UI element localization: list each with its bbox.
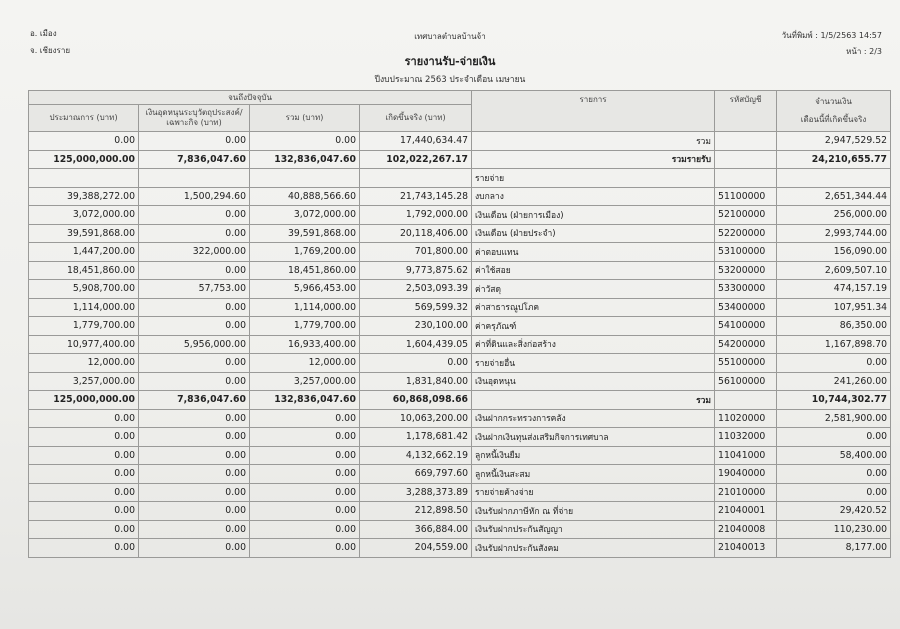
amount-cell: 110,230.00 — [777, 520, 891, 539]
reserve-cell: 7,836,047.60 — [139, 391, 250, 410]
reserve-cell: 0.00 — [139, 502, 250, 521]
account-code-cell: 21040008 — [715, 520, 777, 539]
estimate-cell: 0.00 — [29, 428, 139, 447]
account-code-cell: 19040000 — [715, 465, 777, 484]
table-row — [29, 150, 891, 169]
account-code-cell: 52200000 — [715, 224, 777, 243]
item-cell: เงินเดือน (ฝ่ายการเมือง) — [472, 206, 715, 225]
amount-cell: 2,609,507.10 — [777, 261, 891, 280]
table-row — [29, 206, 891, 225]
actual-cell: 1,831,840.00 — [360, 372, 472, 391]
total-cell: 0.00 — [250, 132, 360, 151]
amount-cell: 256,000.00 — [777, 206, 891, 225]
item-cell: เงินอุดหนุน — [472, 372, 715, 391]
total-cell: 0.00 — [250, 465, 360, 484]
header-reserve: เงินอุดหนุนระบุวัตถุประสงค์/เฉพาะกิจ (บาท) — [139, 105, 250, 132]
estimate-cell: 0.00 — [29, 483, 139, 502]
amount-cell: 241,260.00 — [777, 372, 891, 391]
account-code-cell: 21040013 — [715, 539, 777, 558]
account-code-cell — [715, 132, 777, 151]
account-code-cell: 21040001 — [715, 502, 777, 521]
actual-cell: 17,440,634.47 — [360, 132, 472, 151]
account-code-cell: 21010000 — [715, 483, 777, 502]
account-code-cell: 52100000 — [715, 206, 777, 225]
account-code-cell: 53400000 — [715, 298, 777, 317]
account-code-cell: 53100000 — [715, 243, 777, 262]
estimate-cell: 1,779,700.00 — [29, 317, 139, 336]
actual-cell: 1,178,681.42 — [360, 428, 472, 447]
account-code-cell: 56100000 — [715, 372, 777, 391]
account-code-cell: 53300000 — [715, 280, 777, 299]
table-row — [29, 280, 891, 299]
item-cell: รายจ่ายค้างจ่าย — [472, 483, 715, 502]
reserve-cell: 0.00 — [139, 428, 250, 447]
actual-cell: 21,743,145.28 — [360, 187, 472, 206]
actual-cell: 2,503,093.39 — [360, 280, 472, 299]
item-cell: รวมรายรับ — [472, 150, 715, 169]
actual-cell: 366,884.00 — [360, 520, 472, 539]
table-row — [29, 298, 891, 317]
amount-cell: 58,400.00 — [777, 446, 891, 465]
reserve-cell: 0.00 — [139, 261, 250, 280]
total-cell: 0.00 — [250, 409, 360, 428]
estimate-cell: 125,000,000.00 — [29, 150, 139, 169]
total-cell: 1,769,200.00 — [250, 243, 360, 262]
estimate-cell: 0.00 — [29, 446, 139, 465]
total-cell: 0.00 — [250, 502, 360, 521]
actual-cell: 1,604,439.05 — [360, 335, 472, 354]
account-code-cell: 51100000 — [715, 187, 777, 206]
account-code-cell: 55100000 — [715, 354, 777, 373]
header-amount-top: จำนวนเงิน — [815, 97, 852, 106]
amount-cell: 107,951.34 — [777, 298, 891, 317]
estimate-cell: 0.00 — [29, 520, 139, 539]
actual-cell: 3,288,373.89 — [360, 483, 472, 502]
table-row — [29, 169, 891, 188]
estimate-cell: 0.00 — [29, 465, 139, 484]
actual-cell: 701,800.00 — [360, 243, 472, 262]
table-row — [29, 483, 891, 502]
amount-cell: 10,744,302.77 — [777, 391, 891, 410]
report-subtitle: ปีงบประมาณ 2563 ประจำเดือน เมษายน — [374, 75, 526, 85]
amount-cell: 0.00 — [777, 465, 891, 484]
reserve-cell — [139, 169, 250, 188]
total-cell: 0.00 — [250, 483, 360, 502]
total-cell: 0.00 — [250, 539, 360, 558]
report-table — [28, 90, 891, 558]
total-cell — [250, 169, 360, 188]
reserve-cell: 0.00 — [139, 206, 250, 225]
actual-cell — [360, 169, 472, 188]
table-row — [29, 243, 891, 262]
total-cell: 132,836,047.60 — [250, 391, 360, 410]
amount-cell: 29,420.52 — [777, 502, 891, 521]
total-cell: 3,072,000.00 — [250, 206, 360, 225]
table-row — [29, 428, 891, 447]
reserve-cell: 0.00 — [139, 446, 250, 465]
account-code-cell — [715, 150, 777, 169]
total-cell: 0.00 — [250, 446, 360, 465]
amount-cell: 2,947,529.52 — [777, 132, 891, 151]
actual-cell: 9,773,875.62 — [360, 261, 472, 280]
item-cell: รายจ่ายอื่น — [472, 354, 715, 373]
amount-cell: 474,157.19 — [777, 280, 891, 299]
reserve-cell: 0.00 — [139, 520, 250, 539]
actual-cell: 1,792,000.00 — [360, 206, 472, 225]
actual-cell: 204,559.00 — [360, 539, 472, 558]
estimate-cell: 0.00 — [29, 409, 139, 428]
account-code-cell — [715, 169, 777, 188]
table-row — [29, 465, 891, 484]
table-row — [29, 187, 891, 206]
actual-cell: 20,118,406.00 — [360, 224, 472, 243]
estimate-cell: 39,591,868.00 — [29, 224, 139, 243]
total-cell: 16,933,400.00 — [250, 335, 360, 354]
province-label: จ. เชียงราย — [30, 46, 71, 55]
table-body — [29, 132, 891, 558]
item-cell: ค่าครุภัณฑ์ — [472, 317, 715, 336]
total-cell: 0.00 — [250, 428, 360, 447]
table-row — [29, 317, 891, 336]
item-cell: ลูกหนี้เงินสะสม — [472, 465, 715, 484]
actual-cell: 212,898.50 — [360, 502, 472, 521]
reserve-cell: 0.00 — [139, 465, 250, 484]
estimate-cell: 39,388,272.00 — [29, 187, 139, 206]
total-cell: 3,257,000.00 — [250, 372, 360, 391]
header-actual: เกิดขึ้นจริง (บาท) — [360, 105, 472, 132]
header-amount-sub: เดือนนี้ที่เกิดขึ้นจริง — [800, 115, 867, 124]
reserve-cell: 1,500,294.60 — [139, 187, 250, 206]
item-cell: ค่าที่ดินและสิ่งก่อสร้าง — [472, 335, 715, 354]
page-number: หน้า : 2/3 — [846, 47, 882, 56]
amount-cell: 156,090.00 — [777, 243, 891, 262]
reserve-cell: 0.00 — [139, 409, 250, 428]
table-row — [29, 224, 891, 243]
actual-cell: 230,100.00 — [360, 317, 472, 336]
amount-cell: 86,350.00 — [777, 317, 891, 336]
estimate-cell: 18,451,860.00 — [29, 261, 139, 280]
total-cell: 1,779,700.00 — [250, 317, 360, 336]
actual-cell: 102,022,267.17 — [360, 150, 472, 169]
item-cell: ค่าตอบแทน — [472, 243, 715, 262]
actual-cell: 4,132,662.19 — [360, 446, 472, 465]
header-item: รายการ — [472, 91, 715, 132]
estimate-cell: 125,000,000.00 — [29, 391, 139, 410]
actual-cell: 669,797.60 — [360, 465, 472, 484]
item-cell: ค่าสาธารณูปโภค — [472, 298, 715, 317]
estimate-cell: 10,977,400.00 — [29, 335, 139, 354]
account-code-cell: 11032000 — [715, 428, 777, 447]
reserve-cell: 0.00 — [139, 372, 250, 391]
table-row — [29, 446, 891, 465]
account-code-cell: 54100000 — [715, 317, 777, 336]
table-row — [29, 261, 891, 280]
amount-cell: 24,210,655.77 — [777, 150, 891, 169]
estimate-cell: 5,908,700.00 — [29, 280, 139, 299]
estimate-cell: 3,257,000.00 — [29, 372, 139, 391]
reserve-cell: 7,836,047.60 — [139, 150, 250, 169]
item-cell: งบกลาง — [472, 187, 715, 206]
item-cell: ลูกหนี้เงินยืม — [472, 446, 715, 465]
report-title: รายงานรับ-จ่ายเงิน — [404, 55, 496, 68]
district-label: อ. เมือง — [30, 29, 57, 38]
estimate-cell: 1,447,200.00 — [29, 243, 139, 262]
header-estimate: ประมาณการ (บาท) — [29, 105, 139, 132]
reserve-cell: 0.00 — [139, 224, 250, 243]
account-code-cell: 53200000 — [715, 261, 777, 280]
estimate-cell: 0.00 — [29, 539, 139, 558]
estimate-cell: 3,072,000.00 — [29, 206, 139, 225]
amount-cell: 1,167,898.70 — [777, 335, 891, 354]
item-cell: เงินรับฝากประกันสังคม — [472, 539, 715, 558]
header-amount — [777, 91, 891, 132]
total-cell: 132,836,047.60 — [250, 150, 360, 169]
amount-cell — [777, 169, 891, 188]
amount-cell: 2,651,344.44 — [777, 187, 891, 206]
organization-name: เทศบาลตำบลบ้านจ้า — [414, 32, 486, 41]
table-row — [29, 539, 891, 558]
header-total: รวม (บาท) — [250, 105, 360, 132]
account-code-cell: 11041000 — [715, 446, 777, 465]
estimate-cell: 0.00 — [29, 132, 139, 151]
actual-cell: 60,868,098.66 — [360, 391, 472, 410]
reserve-cell: 57,753.00 — [139, 280, 250, 299]
item-cell: ค่าวัสดุ — [472, 280, 715, 299]
table-row — [29, 502, 891, 521]
total-cell: 5,966,453.00 — [250, 280, 360, 299]
reserve-cell: 0.00 — [139, 132, 250, 151]
table-row — [29, 354, 891, 373]
reserve-cell: 5,956,000.00 — [139, 335, 250, 354]
item-cell: ค่าใช้สอย — [472, 261, 715, 280]
account-code-cell — [715, 391, 777, 410]
print-date: วันที่พิมพ์ : 1/5/2563 14:57 — [781, 31, 882, 40]
total-cell: 1,114,000.00 — [250, 298, 360, 317]
header-cumulative-group: จนถึงปัจจุบัน — [29, 91, 472, 105]
item-cell: เงินรับฝากประกันสัญญา — [472, 520, 715, 539]
total-cell: 39,591,868.00 — [250, 224, 360, 243]
table-row — [29, 372, 891, 391]
table-row — [29, 132, 891, 151]
amount-cell: 2,581,900.00 — [777, 409, 891, 428]
header-account-code: รหัสบัญชี — [715, 91, 777, 132]
item-cell: รวม — [472, 391, 715, 410]
estimate-cell — [29, 169, 139, 188]
table-row — [29, 520, 891, 539]
estimate-cell: 0.00 — [29, 502, 139, 521]
reserve-cell: 0.00 — [139, 317, 250, 336]
item-cell: รวม — [472, 132, 715, 151]
actual-cell: 569,599.32 — [360, 298, 472, 317]
total-cell: 40,888,566.60 — [250, 187, 360, 206]
amount-cell: 0.00 — [777, 483, 891, 502]
total-cell: 18,451,860.00 — [250, 261, 360, 280]
table-row — [29, 409, 891, 428]
reserve-cell: 322,000.00 — [139, 243, 250, 262]
item-cell: เงินฝากเงินทุนส่งเสริมกิจการเทศบาล — [472, 428, 715, 447]
total-cell: 12,000.00 — [250, 354, 360, 373]
reserve-cell: 0.00 — [139, 483, 250, 502]
total-cell: 0.00 — [250, 520, 360, 539]
actual-cell: 0.00 — [360, 354, 472, 373]
amount-cell: 0.00 — [777, 428, 891, 447]
estimate-cell: 1,114,000.00 — [29, 298, 139, 317]
amount-cell: 2,993,744.00 — [777, 224, 891, 243]
reserve-cell: 0.00 — [139, 354, 250, 373]
actual-cell: 10,063,200.00 — [360, 409, 472, 428]
estimate-cell: 12,000.00 — [29, 354, 139, 373]
item-cell: เงินฝากกระทรวงการคลัง — [472, 409, 715, 428]
amount-cell: 8,177.00 — [777, 539, 891, 558]
account-code-cell: 54200000 — [715, 335, 777, 354]
item-cell: เงินรับฝากภาษีหัก ณ ที่จ่าย — [472, 502, 715, 521]
table-row — [29, 391, 891, 410]
amount-cell: 0.00 — [777, 354, 891, 373]
table-row — [29, 335, 891, 354]
item-cell: เงินเดือน (ฝ่ายประจำ) — [472, 224, 715, 243]
reserve-cell: 0.00 — [139, 539, 250, 558]
reserve-cell: 0.00 — [139, 298, 250, 317]
item-cell: รายจ่าย — [472, 169, 715, 188]
account-code-cell: 11020000 — [715, 409, 777, 428]
